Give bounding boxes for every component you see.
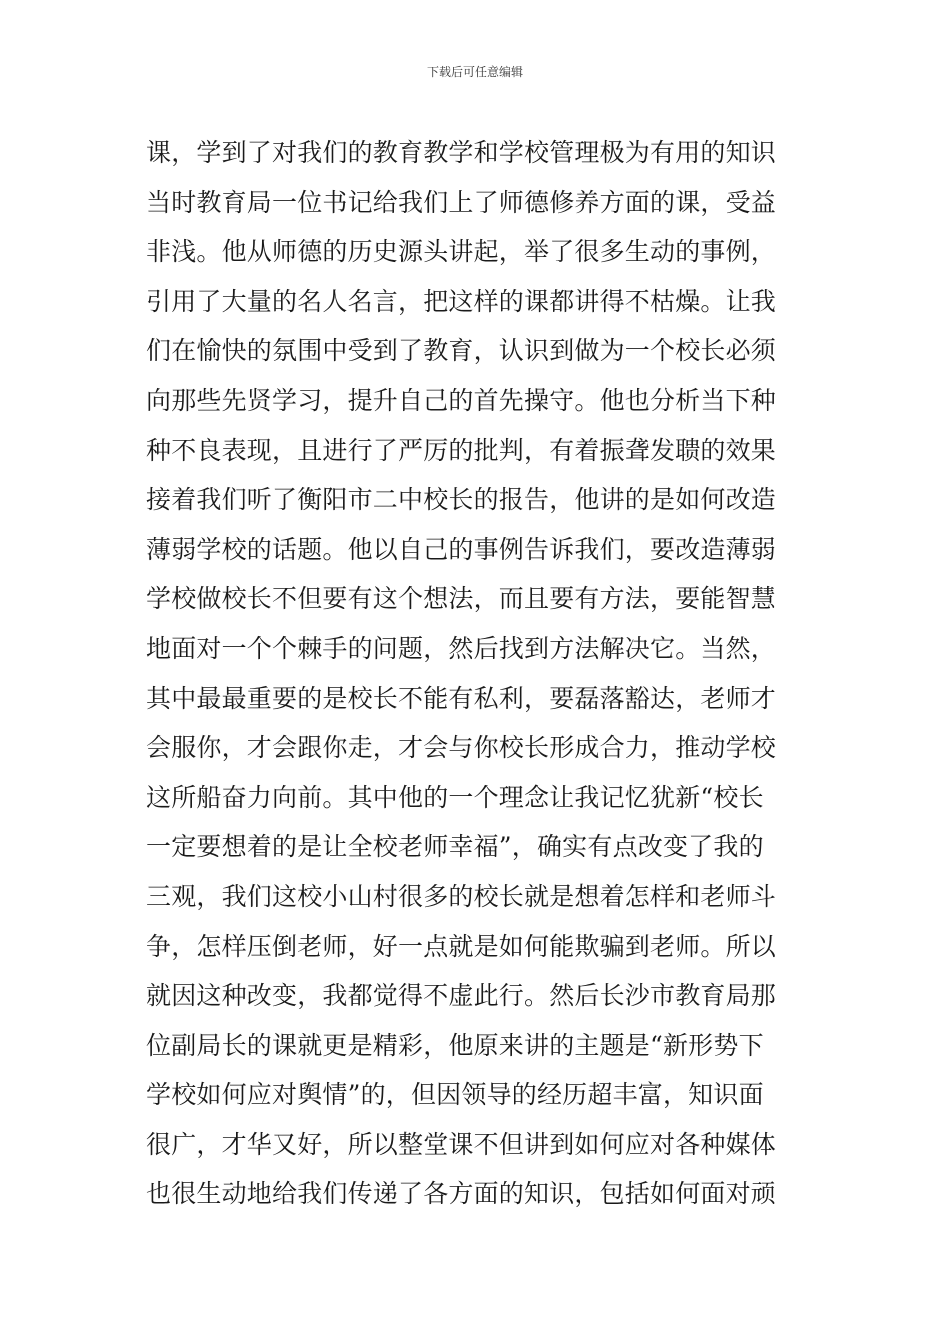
text-line: 这所船奋力向前。其中他的一个理念让我记忆犹新“校长 bbox=[146, 782, 764, 812]
text-line: 课，学到了对我们的教育教学和学校管理极为有用的知识 bbox=[146, 138, 777, 167]
text-line: 一定要想着的是让全校老师幸福”，确实有点改变了我的 bbox=[146, 832, 764, 862]
text-line: 也很生动地给我们传递了各方面的知识，包括如何面对顽 bbox=[146, 1179, 777, 1209]
text-line: 就因这种改变，我都觉得不虚此行。然后长沙市教育局那 bbox=[146, 981, 777, 1011]
text-line: 种不良表现，且进行了严厉的批判，有着振聋发聩的效果 bbox=[146, 435, 777, 465]
text-line: 学校如何应对舆情”的，但因领导的经历超丰富，知识面 bbox=[146, 1080, 764, 1110]
text-line: 们在愉快的氛围中受到了教育，认识到做为一个校长必须 bbox=[146, 336, 777, 366]
text-line: 非浅。他从师德的历史源头讲起，举了很多生动的事例， bbox=[146, 237, 777, 267]
text-line: 其中最最重要的是校长不能有私利，要磊落豁达，老师才 bbox=[146, 683, 777, 713]
page-header: 下载后可任意编辑 bbox=[426, 65, 523, 79]
text-line: 地面对一个个棘手的问题，然后找到方法解决它。当然， bbox=[146, 633, 777, 663]
text-line: 会服你，才会跟你走，才会与你校长形成合力，推动学校 bbox=[146, 733, 777, 763]
text-line: 三观，我们这校小山村很多的校长就是想着怎样和老师斗 bbox=[146, 881, 777, 911]
text-line: 向那些先贤学习，提升自己的首先操守。他也分析当下种 bbox=[146, 385, 777, 415]
text-line: 学校做校长不但要有这个想法，而且要有方法，要能智慧 bbox=[146, 584, 777, 614]
text-line: 引用了大量的名人名言，把这样的课都讲得不枯燥。让我 bbox=[146, 286, 777, 316]
text-line: 位副局长的课就更是精彩，他原来讲的主题是“新形势下 bbox=[146, 1030, 764, 1060]
text-line: 接着我们听了衡阳市二中校长的报告，他讲的是如何改造 bbox=[146, 485, 777, 515]
text-line: 很广，才华又好，所以整堂课不但讲到如何应对各种媒体 bbox=[146, 1129, 777, 1159]
body-text bbox=[146, 128, 826, 1219]
text-line: 当时教育局一位书记给我们上了师德修养方面的课，受益 bbox=[146, 187, 777, 217]
text-line: 薄弱学校的话题。他以自己的事例告诉我们，要改造薄弱 bbox=[146, 534, 777, 564]
text-line: 争，怎样压倒老师，好一点就是如何能欺骗到老师。所以 bbox=[146, 931, 777, 961]
